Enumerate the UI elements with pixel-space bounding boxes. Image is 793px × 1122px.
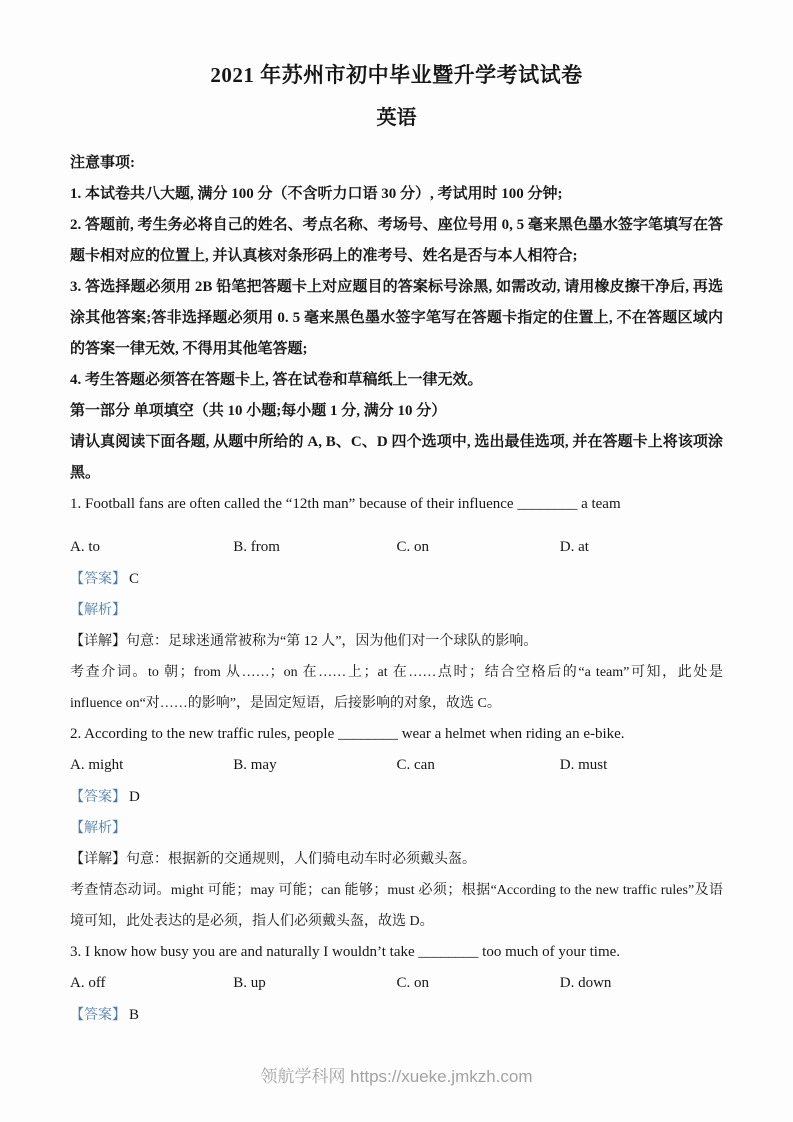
question-3-option-a: A. off (70, 975, 106, 991)
notice-heading: 注意事项: (70, 155, 135, 171)
question-1-answer-value: C (129, 571, 140, 587)
answer-label: 【答案】 (70, 1008, 126, 1023)
site-watermark: 领航学科网 https://xueke.jmkzh.com (260, 1067, 533, 1086)
question-3-option-c: C. on (396, 975, 430, 991)
question-1-option-b: B. from (233, 539, 280, 555)
document-title: 2021 年苏州市初中毕业暨升学考试试卷 (210, 63, 583, 87)
question-3-stem: 3. I know how busy you are and naturally I wouldn’t take ________ too much of your time. (70, 944, 621, 960)
question-3-answer-value: B (129, 1007, 140, 1023)
question-1-stem: 1. Football fans are often called the “12th man” because of their influence ________ a team (70, 496, 621, 512)
question-2-explanation: 考查情态动词。might 可能；may 可能；can 能够；must 必须；根据“According to the new traffic rules”及语境可知，此处表达的是必须，指人们必须戴头盔，故选 D。 (70, 883, 723, 929)
question-2-option-a: A. might (70, 757, 124, 773)
question-1-detail: 【详解】句意：足球迷通常被称为“第 12 人”，因为他们对一个球队的影响。 (70, 634, 538, 649)
question-3-answer-line (70, 999, 723, 1031)
question-2-option-b: B. may (233, 757, 277, 773)
notice-item-3: 3. 答选择题必须用 2B 铅笔把答题卡上对应题目的答案标号涂黑, 如需改动, 请用橡皮擦干净后, 再选涂其他答案;答非选择题必须用 0. 5 毫来黑色墨水签字笔写在答题卡指定的住置上, 不在答题区域内的答案一律无效, 不得用其他笔答题; (70, 279, 723, 357)
analysis-label: 【解析】 (70, 603, 126, 618)
question-3-option-d: D. down (559, 975, 612, 991)
question-2-detail: 【详解】句意：根据新的交通规则，人们骑电动车时必须戴头盔。 (70, 852, 476, 867)
answer-label: 【答案】 (70, 790, 126, 805)
question-1-answer-line (70, 563, 723, 595)
document-subject: 英语 (376, 107, 417, 129)
answer-label: 【答案】 (70, 572, 126, 587)
question-2-options-row (70, 750, 723, 781)
question-2-option-d: D. must (559, 757, 608, 773)
notice-item-2: 2. 答题前, 考生务必将自己的姓名、考点名称、考场号、座位号用 0, 5 毫来黑色墨水签字笔填写在答题卡相对应的位置上, 并认真核对条形码上的准考号、姓名是否与本人相符合; (70, 217, 723, 264)
question-2-answer-line (70, 781, 723, 813)
question-1-option-c: C. on (396, 539, 430, 555)
question-1-option-d: D. at (559, 539, 589, 555)
question-3-option-b: B. up (233, 975, 266, 991)
question-1-option-a: A. to (70, 539, 100, 555)
question-1-explanation: 考查介词。to 朝；from 从……；on 在……上；at 在……点时；结合空格后的“a team”可知，此处是 influence on“对……的影响”，是固定短语，后接影响的对象，故选 C。 (70, 665, 723, 711)
question-2-answer-value: D (129, 789, 140, 805)
question-2-option-c: C. can (396, 757, 435, 773)
question-1-options-row (70, 532, 723, 563)
part1-instructions: 请认真阅读下面各题, 从题中所给的 A, B、C、D 四个选项中, 选出最佳选项, 并在答题卡上将该项涂黑。 (70, 434, 723, 481)
notice-item-4: 4. 考生答题必须答在答题卡上, 答在试卷和草稿纸上一律无效。 (70, 372, 483, 388)
analysis-label: 【解析】 (70, 821, 126, 836)
part1-heading: 第一部分 单项填空（共 10 小题;每小题 1 分, 满分 10 分） (70, 403, 447, 419)
notice-item-1: 1. 本试卷共八大题, 满分 100 分（不含听力口语 30 分）, 考试用时 100 分钟; (70, 186, 563, 202)
question-3-options-row (70, 968, 723, 999)
question-2-stem: 2. According to the new traffic rules, people ________ wear a helmet when riding an e-bike. (70, 726, 625, 742)
